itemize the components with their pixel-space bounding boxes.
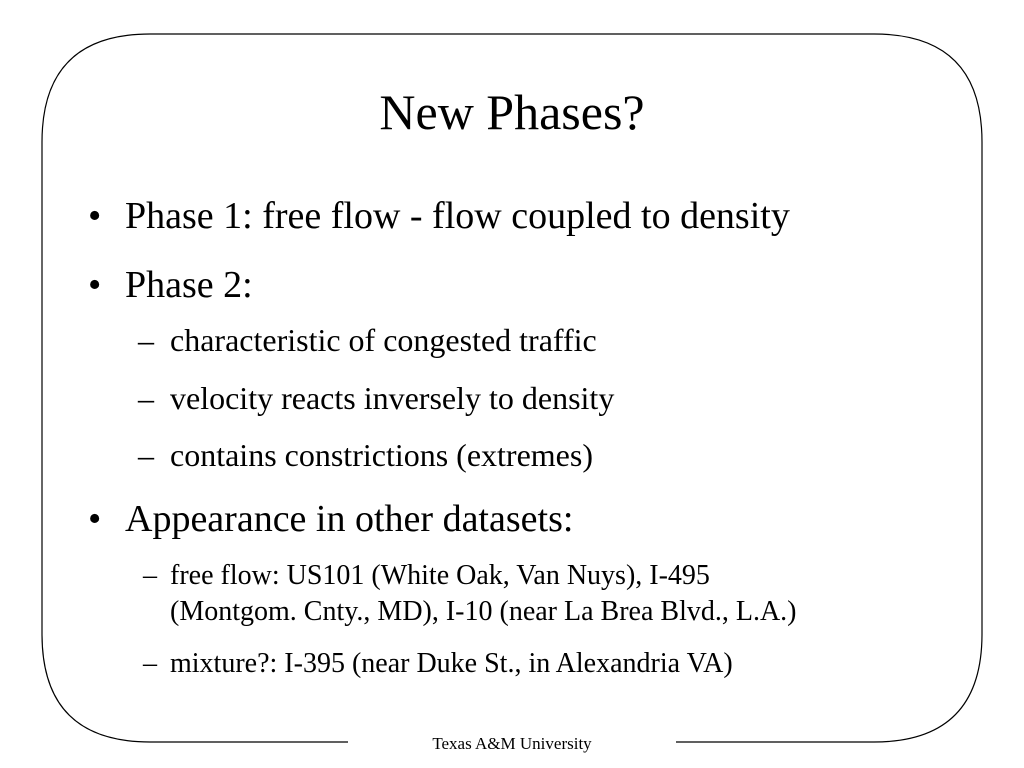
- slide-title: New Phases?: [379, 84, 645, 140]
- sub-bullet-velocity: velocity reacts inversely to density: [170, 380, 615, 416]
- sub-bullet-free-flow-line-2: (Montgom. Cnty., MD), I-10 (near La Brea Blvd., L.A.): [170, 596, 797, 627]
- sub-bullet-congested: characteristic of congested traffic: [170, 322, 597, 358]
- sub-bullet-free-flow-line-1: free flow: US101 (White Oak, Van Nuys), I-495: [170, 560, 710, 591]
- bullet-phase-1: Phase 1: free flow - flow coupled to density: [125, 195, 790, 237]
- sub-bullet-marker: –: [138, 322, 154, 358]
- sub-bullet-marker: –: [138, 380, 154, 416]
- footer-university: Texas A&M University: [432, 734, 592, 753]
- bullet-marker: •: [88, 264, 102, 306]
- sub-bullet-mixture: mixture?: I-395 (near Duke St., in Alexandria VA): [170, 648, 733, 679]
- bullet-marker: •: [88, 498, 102, 540]
- sub-bullet-marker: –: [143, 560, 157, 591]
- bullet-marker: •: [88, 195, 102, 237]
- bullet-phase-2: Phase 2:: [125, 264, 253, 306]
- sub-bullet-marker: –: [138, 437, 154, 473]
- sub-bullet-marker: –: [143, 648, 157, 679]
- bullet-appearance: Appearance in other datasets:: [125, 498, 574, 540]
- sub-bullet-constrictions: contains constrictions (extremes): [170, 437, 593, 473]
